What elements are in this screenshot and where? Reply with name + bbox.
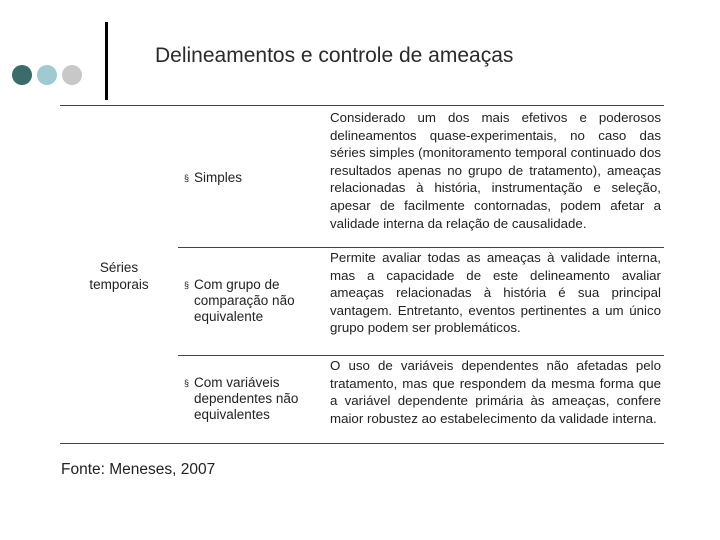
decorative-dots — [12, 65, 82, 85]
design-label: Simples — [194, 170, 243, 185]
design-label: Com variáveis dependentes não equivalentes — [194, 375, 299, 422]
dot-light-teal — [37, 65, 57, 85]
design-label: Com grupo de comparação não equivalente — [194, 277, 295, 324]
bullet-icon: § — [184, 173, 190, 183]
row-separator — [178, 247, 664, 248]
design-item-variaveis-dependentes — [184, 375, 322, 423]
bullet-icon: § — [184, 378, 190, 388]
table-top-rule — [60, 105, 664, 106]
dot-dark-teal — [12, 65, 32, 85]
group-label: Séries temporais — [89, 260, 149, 292]
design-description: Permite avaliar todas as ameaças à validade interna, mas a capacidade de este delineamento avaliar ameaças relacionadas à história é sua principal vantagem. Entretanto, eventos pertinentes a um único grupo podem ser problemáticos. — [330, 250, 661, 336]
design-item-simples — [184, 170, 322, 186]
design-description: O uso de variáveis dependentes não afetadas pelo tratamento, mas que respondem da mesma forma que a variável dependente primária às ameaças, confere maior robustez ao estabelecimento da validade interna. — [330, 358, 661, 426]
design-item-grupo-comparacao — [184, 277, 322, 325]
title-divider — [105, 22, 108, 100]
dot-gray — [62, 65, 82, 85]
table-bottom-rule — [60, 443, 664, 444]
slide-title: Delineamentos e controle de ameaças — [155, 44, 514, 67]
design-description: Considerado um dos mais efetivos e poderosos delineamentos quase-experimentais, no caso das séries simples (monitoramento temporal continuado dos resultados apenas no grupo de tratamento), ameaças relacionadas à história, instrumentação e seleção, apesar de facilmente contornadas, podem afetar a validade interna da relação de causalidade. — [330, 110, 661, 231]
bullet-icon: § — [184, 280, 190, 290]
threats-table — [60, 105, 664, 444]
source-citation: Fonte: Meneses, 2007 — [61, 461, 216, 478]
row-separator — [178, 355, 664, 356]
